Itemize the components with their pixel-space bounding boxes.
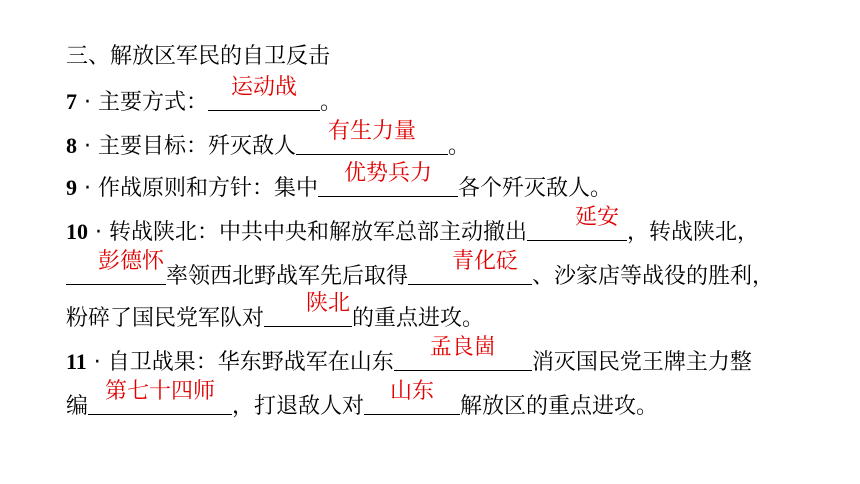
item-10-continued bbox=[66, 249, 775, 290]
answer-blank bbox=[394, 335, 532, 371]
item-text: 各个歼灭敌人。 bbox=[458, 176, 613, 201]
item-11-continued bbox=[66, 379, 659, 420]
item-text: ，转战陕北， bbox=[627, 220, 760, 245]
item-7 bbox=[66, 75, 343, 116]
answer-text: 陕北 bbox=[306, 291, 351, 316]
answer-blank bbox=[208, 75, 320, 111]
item-dot: · bbox=[84, 90, 91, 115]
answer-text: 青化砭 bbox=[452, 249, 519, 274]
answer-text: 有生力量 bbox=[328, 119, 417, 144]
answer-blank bbox=[88, 379, 232, 415]
item-number: 11 bbox=[66, 349, 87, 374]
item-number: 8 bbox=[66, 133, 77, 158]
item-11 bbox=[66, 335, 752, 376]
answer-text: 第七十四师 bbox=[105, 379, 216, 404]
answer-text: 孟良崮 bbox=[429, 335, 496, 360]
item-dot: · bbox=[95, 220, 102, 245]
item-dot: · bbox=[93, 350, 101, 375]
item-text: 。 bbox=[448, 134, 471, 159]
item-text: 、沙家店等战役的胜利， bbox=[532, 264, 775, 289]
item-text: 转战陕北：中共中央和解放军总部主动撤出 bbox=[109, 220, 528, 245]
item-text: 。 bbox=[320, 90, 343, 115]
answer-blank bbox=[318, 161, 458, 197]
heading-text: 三、解放区军民的自卫反击 bbox=[66, 44, 331, 69]
item-text: 消灭国民党王牌主力整 bbox=[531, 350, 752, 375]
item-text: 编 bbox=[66, 394, 89, 419]
item-text: 率领西北野战军先后取得 bbox=[166, 264, 409, 289]
answer-blank bbox=[364, 379, 460, 415]
item-text: 作战原则和方针：集中 bbox=[98, 176, 319, 201]
item-text: 粉碎了国民党军队对 bbox=[66, 306, 265, 331]
answer-blank bbox=[527, 205, 627, 241]
item-9 bbox=[66, 161, 613, 202]
answer-text: 延安 bbox=[575, 205, 620, 230]
answer-text: 彭德怀 bbox=[97, 249, 164, 274]
item-text: 的重点进攻。 bbox=[352, 306, 485, 331]
item-10 bbox=[66, 205, 760, 246]
answer-blank bbox=[408, 249, 532, 285]
item-text: 解放区的重点进攻。 bbox=[460, 394, 659, 419]
item-dot: · bbox=[84, 134, 91, 159]
item-text: 主要方式： bbox=[98, 90, 209, 115]
item-number: 10 bbox=[66, 219, 88, 244]
item-text: 自卫战果：华东野战军在山东 bbox=[107, 350, 394, 375]
answer-text: 优势兵力 bbox=[344, 161, 433, 186]
item-number: 9 bbox=[66, 175, 77, 200]
answer-blank bbox=[264, 291, 352, 327]
answer-blank bbox=[66, 249, 166, 285]
item-dot: · bbox=[84, 176, 91, 201]
item-number: 7 bbox=[66, 89, 77, 114]
item-text: ，打退敌人对 bbox=[232, 394, 365, 419]
answer-text: 运动战 bbox=[231, 75, 298, 100]
item-10-continued bbox=[66, 291, 485, 332]
item-text: 主要目标：歼灭敌人 bbox=[98, 134, 297, 159]
section-heading bbox=[66, 42, 330, 72]
answer-blank bbox=[296, 119, 448, 155]
answer-text: 山东 bbox=[390, 379, 435, 404]
item-8 bbox=[66, 119, 471, 160]
